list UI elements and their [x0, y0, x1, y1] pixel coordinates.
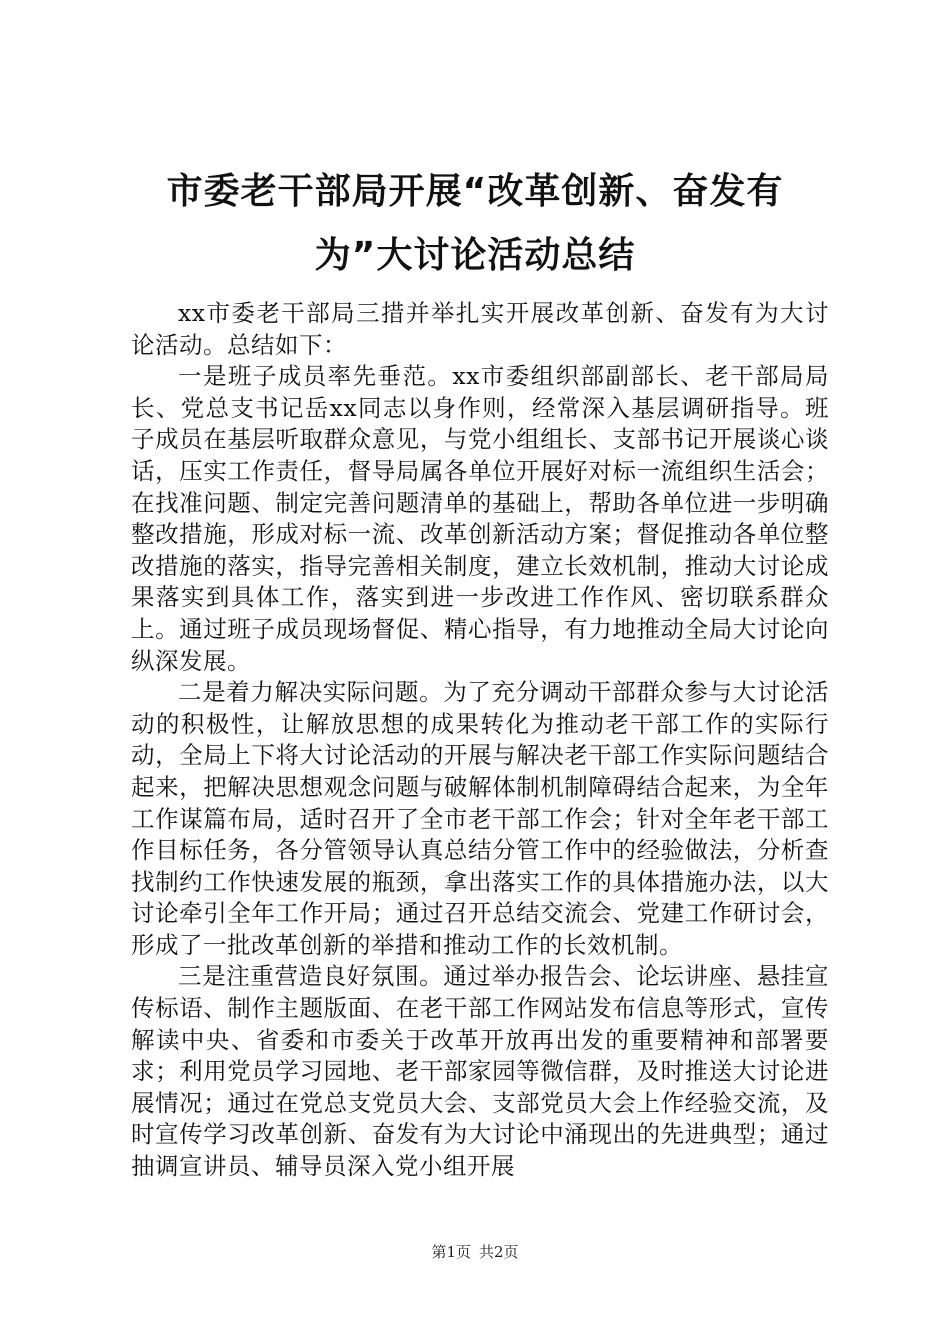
paragraph-intro: xx市委老干部局三措并举扎实开展改革创新、奋发有为大讨论活动。总结如下：	[131, 299, 829, 359]
page-number: 第1页	[431, 1243, 471, 1261]
paragraph-point-two: 二是着力解决实际问题。为了充分调动干部群众参与大讨论活动的积极性，让解放思想的成果转化为推动老干部工作的实际行动，全局上下将大讨论活动的开展与解决老干部工作实际问题结合起来，把解决思想观念问题与破解体制机制障碍结合起来，为全年工作谋篇布局，适时召开了全市老干部工作会；针对全年老干部工作目标任务，各分管领导认真总结分管工作中的经验做法，分析查找制约工作快速发展的瓶颈，拿出落实工作的具体措施办法，以大讨论牵引全年工作开局；通过召开总结交流会、党建工作研讨会，形成了一批改革创新的举措和推动工作的长效机制。	[131, 678, 829, 959]
document-title: 市委老干部局开展“改革创新、奋发有为”大讨论活动总结	[166, 171, 784, 276]
page-total: 共2页	[479, 1243, 519, 1261]
document-body	[131, 298, 829, 1183]
paragraph-point-three: 三是注重营造良好氛围。通过举办报告会、论坛讲座、悬挂宣传标语、制作主题版面、在老干部工作网站发布信息等形式，宣传解读中央、省委和市委关于改革开放再出发的重要精神和部署要求；利用党员学习园地、老干部家园等微信群，及时推送大讨论进展情况；通过在党总支党员大会、支部党员大会上作经验交流，及时宣传学习改革创新、奋发有为大讨论中涌现出的先进典型；通过抽调宣讲员、辅导员深入党小组开展	[131, 962, 829, 1181]
page-footer	[0, 1242, 950, 1262]
paragraph-point-one: 一是班子成员率先垂范。xx市委组织部副部长、老干部局局长、党总支书记岳xx同志以身作则，经常深入基层调研指导。班子成员在基层听取群众意见，与党小组组长、支部书记开展谈心谈话，压实工作责任，督导局属各单位开展好对标一流组织生活会；在找准问题、制定完善问题清单的基础上，帮助各单位进一步明确整改措施，形成对标一流、改革创新活动方案；督促推动各单位整改措施的落实，指导完善相关制度，建立长效机制，推动大讨论成果落实到具体工作，落实到进一步改进工作作风、密切联系群众上。通过班子成员现场督促、精心指导，有力地推动全局大讨论向纵深发展。	[131, 362, 829, 675]
